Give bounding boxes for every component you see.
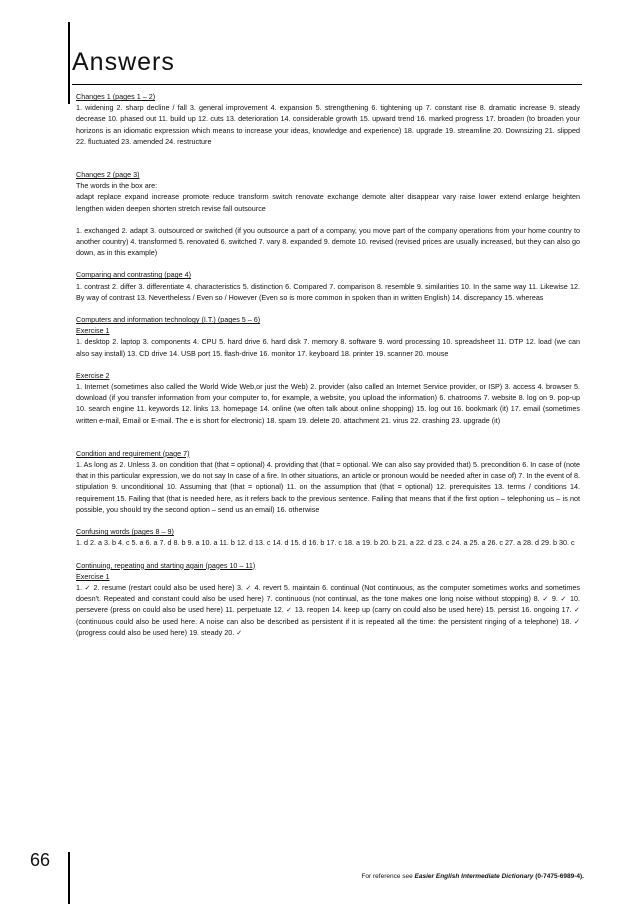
section-answers: 1. contrast 2. differ 3. differentiate 4. characteristics 5. distinction 6. Compared 7. comparison 8. resemble 9. similarities 10. In the same way 11. Likewise 12. By way of contrast 13. Nevertheless / Even so / However (Even so is more common in spoken than in written English) 14. discrepancy 15. whereas [76, 281, 580, 302]
section-answers: 1. As long as 2. Unless 3. on condition that (that = optional) 4. providing that (that = optional. We can also say provided that) 5. precondition 6. In case of (note that in this particular expression, we do not say In case of a fire. In other situations, an article or pronoun would be needed after in case of) 7. In the event of 8. stipulation 9. unconditional 10. Assuming that (that = optional) 11. on the assumption that (that = optional) 12. prerequisites 13. terms / conditions 14. requirement 15. Failing that (that is needed here, as it refers back to the previous sentence. Failing that means that if the first option – telephoning us – is not possible, you should try the second option – send us an email) 16. otherwise [76, 460, 580, 514]
section-continuing [76, 560, 580, 638]
section-heading: Changes 2 (page 3) [76, 170, 140, 180]
footer-book-title: Easier English Intermediate Dictionary [414, 873, 534, 880]
section-changes-1 [76, 91, 580, 147]
section-answers: 1. ✓ 2. resume (restart could also be used here) 3. ✓ 4. revert 5. maintain 6. continual (Not continuous, as the computer sometimes works and sometimes doesn't. Repeated and constant could also be used here) 7. continuous (not continual, as the tone makes one long noise without stopping) 8. ✓ 9. ✓ 10. persevere (press on could also be used here) 11. perpetuate 12. ✓ 13. reopen 14. keep up (carry on could also be used here) 15. persist 16. ongoing 17. ✓ (continuous could also be used here. A noise can also be described as persistent if it is repeated all the time: the persistent ringing of a telephone) 18. ✓ (progress could also be used here) 19. steady 20. ✓ [76, 582, 580, 637]
section-answers: 1. exchanged 2. adapt 3. outsourced or switched (if you outsource a part of a company, you move part of the company operations from your home country to another country) 4. transformed 5. renovated 6. switched 7. vary 8. expanded 9. demote 10. revised (revised prices are usually increased, but they can also go down, as in this example) [76, 225, 580, 258]
answers-content [76, 91, 580, 649]
section-heading: Computers and information technology (I.T.) (pages 5 – 6) [76, 315, 261, 325]
section-heading: Comparing and contrasting (page 4) [76, 270, 192, 280]
reference-footer [361, 873, 584, 880]
exercise-2-answers: 1. Internet (sometimes also called the World Wide Web,or just the Web) 2. provider (also called an Internet Service provider, or ISP) 3. access 4. browser 5. download (if you transfer information from your computer to, for example, a website, you upload the information) 6. chatrooms 7. website 8. log on 9. pop-up 10. search engine 11. keywords 12. links 13. homepage 14. online (we often talk about online shopping) 15. log out 16. bookmark (it) 17. email (sometimes written e-mail, Email or E-mail. The e is short for electronic) 18. spam 19. delete 20. attachment 21. virus 22. crashing 23. upgrade (it) [76, 382, 580, 425]
section-heading: Continuing, repeating and starting again (pages 10 – 11) [76, 560, 256, 570]
spacer [76, 437, 580, 448]
exercise-label: Exercise 2 [76, 370, 110, 380]
section-heading: Confusing words (pages 8 – 9) [76, 527, 174, 537]
footer-vertical-rule [68, 852, 70, 904]
section-heading: Condition and requirement (page 7) [76, 448, 190, 458]
page-number: 66 [30, 850, 51, 870]
section-answers: 1. d 2. a 3. b 4. c 5. a 6. a 7. d 8. b 9. a 10. a 11. b 12. d 13. c 14. d 15. d 16. b 17. c 18. a 19. b 20. b 21. a 22. d 23. c 24. a 25. a 26. c 27. a 28. d 29. b 30. c [76, 538, 575, 548]
footer-prefix: For reference see [361, 873, 415, 880]
page-title: Answers [72, 48, 175, 76]
footer-isbn: (0-7475-6989-4). [533, 873, 584, 880]
section-answers: 1. widening 2. sharp decline / fall 3. general improvement 4. expansion 5. strengthening 6. tightening up 7. constant rise 8. dramatic increase 9. steady decrease 10. phased out 11. build up 12. cuts 13. deterioration 14. considerable growth 15. upward trend 16. marked progress 17. broaden (to broaden your horizons is an idiomatic expression which means to increase your ideas, knowledge and experience) 18. upgrade 19. streamline 20. Downsizing 21. slipped 22. fluctuated 23. amended 24. restructure [76, 103, 580, 146]
section-confusing [76, 526, 580, 548]
exercise-label: Exercise 1 [76, 571, 110, 581]
box-intro: The words in the box are: [76, 181, 158, 191]
title-underline [72, 84, 582, 85]
section-condition [76, 448, 580, 515]
section-comparing [76, 269, 580, 303]
spacer [76, 158, 580, 169]
exercise-label: Exercise 1 [76, 326, 110, 336]
section-computers [76, 314, 580, 426]
box-words: adapt replace expand increase promote reduce transform switch renovate exchange demote alter disappear vary raise lower extend enlarge heighten lengthen widen deepen shorten stretch revise fall outsource [76, 192, 580, 213]
exercise-1-answers: 1. desktop 2. laptop 3. components 4. CPU 5. hard drive 6. hard disk 7. memory 8. software 9. word processing 10. spreadsheet 11. DTP 12. load (we can also say install) 13. CD drive 14. USB port 15. flash-drive 16. monitor 17. keyboard 18. printer 19. scanner 20. mouse [76, 337, 580, 358]
header-vertical-rule [68, 22, 70, 104]
section-changes-2 [76, 169, 580, 258]
section-heading: Changes 1 (pages 1 – 2) [76, 92, 156, 101]
